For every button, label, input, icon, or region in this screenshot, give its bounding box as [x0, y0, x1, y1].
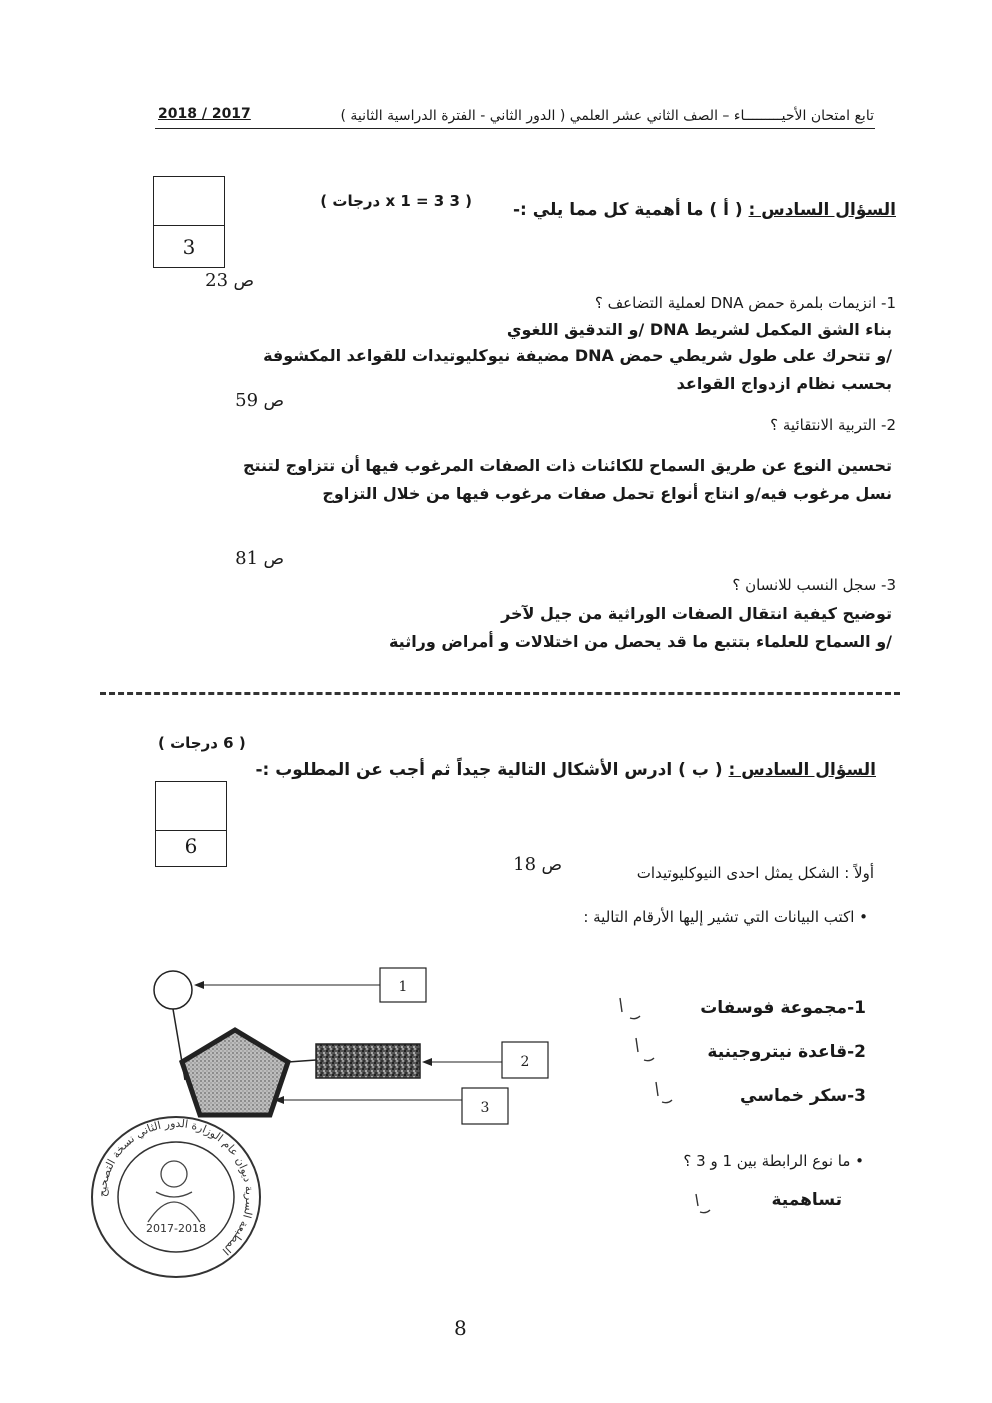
part1-title: أولاً : الشكل يمثل احدى النيوكليوتيدات — [636, 864, 874, 882]
item2-answer-line1: تحسين النوع عن طريق السماح للكائنات ذات الصفات المرغوب فيها أن تتزاوج لتنتج — [242, 456, 892, 475]
tick-mark — [620, 998, 622, 1012]
item1-answer-line1: بناء الشق المكمل لشريط DNA /و التدقيق اللغوي — [506, 320, 892, 339]
label-box-3-text: 3 — [480, 1100, 490, 1116]
sugar-base-bond — [288, 1060, 316, 1062]
seal-emblem — [148, 1161, 200, 1222]
section-a-title-main: ( أ ) ما أهمية كل مما يلي :- — [512, 200, 743, 220]
score-box-a-empty-cell — [154, 177, 224, 226]
item1-page-num: 23 — [205, 270, 229, 291]
score-box-b — [155, 781, 227, 867]
phosphate-circle — [154, 971, 192, 1009]
item3-answer-line1: توضيح كيفية انتقال الصفات الوراثية من جيل لآخر — [501, 604, 892, 623]
tick-mark — [644, 1058, 654, 1061]
item2-page-num: 59 — [235, 390, 259, 411]
nitrogenous-base — [316, 1044, 420, 1078]
tick-mark — [662, 1100, 672, 1103]
section-b-title — [255, 760, 876, 780]
exam-header-year: 2018 / 2017 — [158, 106, 251, 122]
tick-mark — [630, 1016, 640, 1019]
tick-mark — [636, 1038, 638, 1052]
section-a-title — [513, 200, 896, 220]
item2-question: 2- التربية الانتقائية ؟ — [770, 416, 896, 434]
score-box-a-value: 3 — [182, 235, 196, 259]
official-seal — [86, 1112, 266, 1282]
header-rule — [155, 128, 875, 129]
grader-tick-marks — [600, 990, 680, 1230]
label-1-answer: 1-مجموعة فوسفات — [700, 998, 866, 1018]
item1-answer-line2: /و تتحرك على طول شريطي حمض DNA مضيفة نيوكليوتيدات للقواعد المكشوفة — [263, 346, 892, 365]
part1-page-ref: ص 18 — [513, 854, 562, 875]
item1-question: 1- انزيمات بلمرة حمض DNA لعملية التضاعف ؟ — [594, 294, 896, 312]
score-box-b-empty-cell — [156, 782, 226, 831]
score-box-a — [153, 176, 225, 268]
item2-answer-line2: نسل مرغوب فيه/و انتاج أنواع تحمل صفات مرغوب فيها من خلال التزاوج — [322, 484, 892, 503]
pentose-sugar — [182, 1030, 288, 1115]
section-a-marks: ( 3 x 1 = 3 درجات ) — [320, 192, 472, 210]
part1-instruction: • اكتب البيانات التي تشير إليها الأرقام التالية : — [583, 908, 868, 926]
section-a-title-prefix: السؤال السادس : — [748, 200, 896, 220]
section-divider — [100, 692, 900, 695]
item3-page-ref: ص 81 — [235, 548, 284, 569]
part1-page-num: 18 — [513, 854, 537, 875]
item2-page-ref: ص 59 — [235, 390, 284, 411]
exam-header-title: تابع امتحان الأحيـــــــــاء – الصف الثاني عشر العلمي ( الدور الثاني - الفترة الدراسية الثانية ) — [340, 108, 874, 124]
score-box-b-value: 6 — [184, 834, 198, 858]
item1-answer-line3: بحسب نظام ازدواج القواعد — [676, 374, 892, 393]
label-2-answer: 2-قاعدة نيتروجينية — [707, 1042, 866, 1062]
item3-answer-line2: /و السماح للعلماء بتتبع ما قد يحصل من اختلالات و أمراض وراثية — [388, 632, 892, 651]
section-b-title-main: ( ب ) ادرس الأشكال التالية جيداً ثم أجب عن المطلوب :- — [255, 760, 723, 780]
seal-outer-text: المطبعة السرية ديوان عام الوزارة الدور الثاني نسخة التصحيح — [95, 1116, 257, 1258]
item1-page-ref: ص 23 — [205, 270, 254, 291]
section-b-title-prefix: السؤال السادس : — [728, 760, 876, 780]
arrow-1-head — [194, 981, 204, 989]
seal-year: 2017-2018 — [146, 1222, 206, 1235]
page-number: 8 — [454, 1316, 467, 1340]
section-b-marks: ( 6 درجات ) — [158, 734, 246, 752]
item3-page-num: 81 — [235, 548, 259, 569]
item3-question: 3- سجل النسب للانسان ؟ — [732, 576, 896, 594]
arrow-2-head — [422, 1058, 432, 1066]
label-3-answer: 3-سكر خماسي — [740, 1086, 866, 1106]
label-box-1-text: 1 — [398, 979, 408, 995]
grader-tick-bond — [688, 1190, 718, 1230]
bond-answer: تساهمية — [771, 1190, 842, 1210]
tick-mark — [656, 1082, 658, 1096]
label-box-2-text: 2 — [520, 1054, 530, 1070]
bond-question: • ما نوع الرابطة بين 1 و 3 ؟ — [683, 1152, 864, 1170]
